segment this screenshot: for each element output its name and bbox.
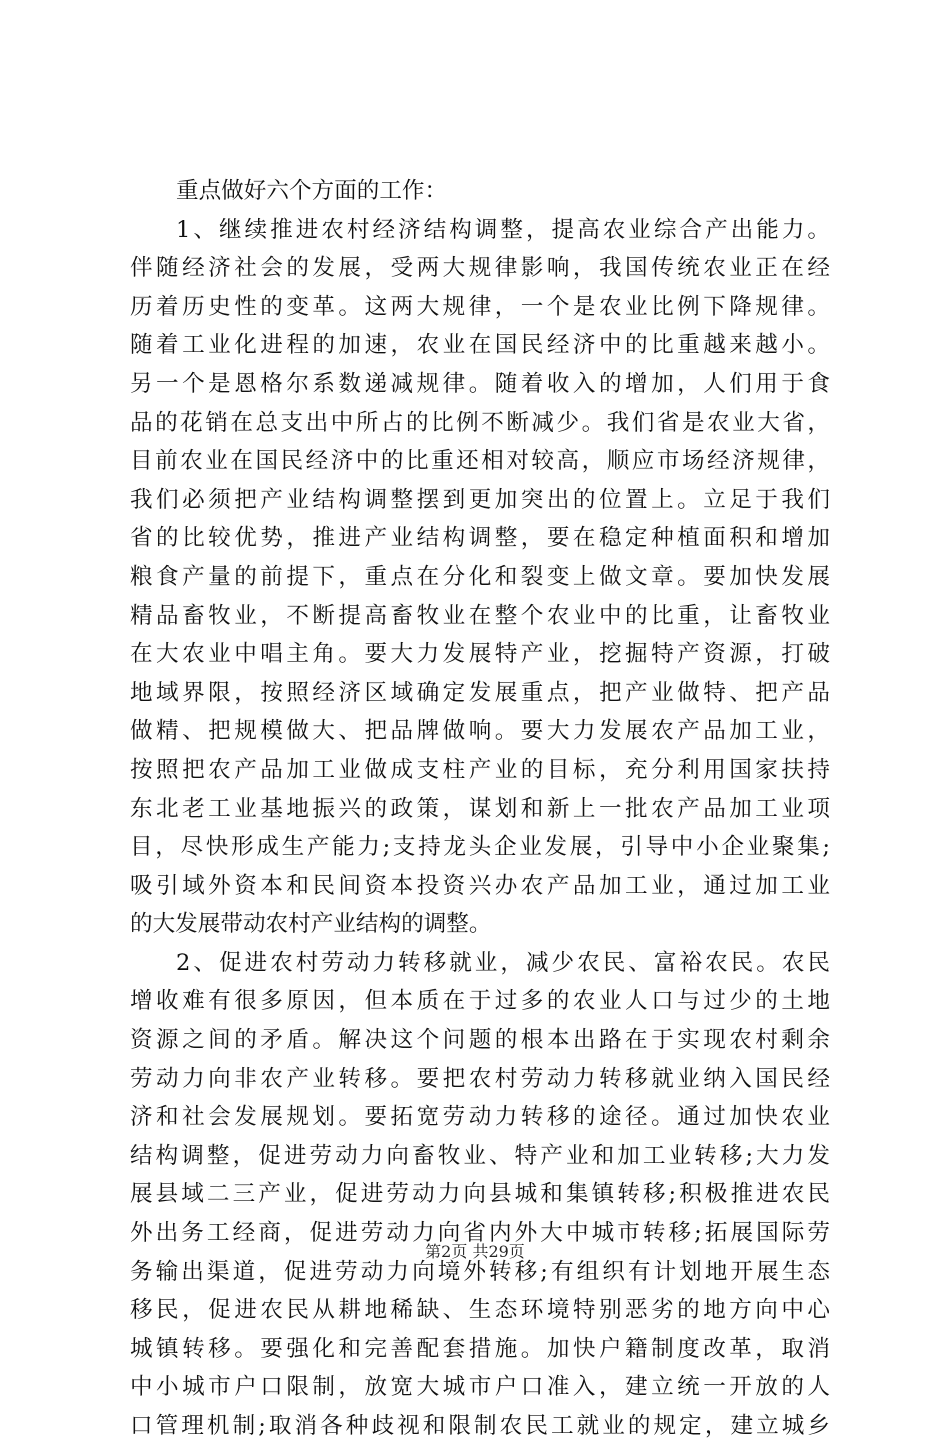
text-line: 外出务工经商，促进劳动力向省内外大中城市转移;拓展国际劳 [130,1220,830,1247]
text-line: 品的花销在总支出中所占的比例不断减少。我们省是农业大省， [130,409,830,436]
text-line: 2、促进农村劳动力转移就业，减少农民、富裕农民。农民 [176,949,830,976]
text-line: 吸引域外资本和民间资本投资兴办农产品加工业，通过加工业 [130,872,830,899]
text-line: 结构调整，促进劳动力向畜牧业、特产业和加工业转移;大力发 [130,1142,830,1169]
text-line: 劳动力向非农产业转移。要把农村劳动力转移就业纳入国民经 [130,1065,830,1092]
text-line: 省的比较优势，推进产业结构调整，要在稳定种植面积和增加 [130,525,830,552]
text-line: 口管理机制;取消各种歧视和限制农民工就业的规定，建立城乡 [130,1413,830,1439]
text-line: 目，尽快形成生产能力;支持龙头企业发展，引导中小企业聚集; [130,834,830,861]
text-line: 粮食产量的前提下，重点在分化和裂变上做文章。要加快发展 [130,563,830,590]
text-line: 另一个是恩格尔系数递减规律。随着收入的增加，人们用于食 [130,370,830,397]
text-line: 地域界限，按照经济区域确定发展重点，把产业做特、把产品 [130,679,830,706]
text-line: 增收难有很多原因，但本质在于过多的农业人口与过少的土地 [130,988,830,1015]
text-line: 1、继续推进农村经济结构调整，提高农业综合产出能力。 [176,216,830,243]
text-line: 城镇转移。要强化和完善配套措施。加快户籍制度改革，取消 [130,1335,830,1362]
text-line: 重点做好六个方面的工作： [176,178,448,204]
text-line: 在大农业中唱主角。要大力发展特产业，挖掘特产资源，打破 [130,641,830,668]
text-line: 精品畜牧业，不断提高畜牧业在整个农业中的比重，让畜牧业 [130,602,830,629]
text-line: 济和社会发展规划。要拓宽劳动力转移的途径。通过加快农业 [130,1104,830,1131]
text-line: 伴随经济社会的发展，受两大规律影响，我国传统农业正在经 [130,255,830,282]
page-number-footer: 第2页 共29页 [425,1242,525,1261]
text-line: 做精、把规模做大、把品牌做响。要大力发展农产品加工业， [130,718,830,745]
text-line: 我们必须把产业结构调整摆到更加突出的位置上。立足于我们 [130,486,830,513]
text-line: 务输出渠道，促进劳动力向境外转移;有组织有计划地开展生态 [130,1258,830,1285]
text-line: 按照把农产品加工业做成支柱产业的目标，充分利用国家扶持 [130,756,830,783]
text-line: 资源之间的矛盾。解决这个问题的根本出路在于实现农村剩余 [130,1027,830,1054]
text-line: 移民，促进农民从耕地稀缺、生态环境特别恶劣的地方向中心 [130,1297,830,1324]
text-line: 历着历史性的变革。这两大规律，一个是农业比例下降规律。 [130,293,830,320]
text-line: 随着工业化进程的加速，农业在国民经济中的比重越来越小。 [130,332,830,359]
text-line: 展县域二三产业，促进劳动力向县城和集镇转移;积极推进农民 [130,1181,830,1208]
text-line: 的大发展带动农村产业结构的调整。 [130,911,492,938]
text-line: 东北老工业基地振兴的政策，谋划和新上一批农产品加工业项 [130,795,830,822]
text-line: 中小城市户口限制，放宽大城市户口准入，建立统一开放的人 [130,1374,830,1401]
text-line: 目前农业在国民经济中的比重还相对较高，顺应市场经济规律， [130,448,830,475]
